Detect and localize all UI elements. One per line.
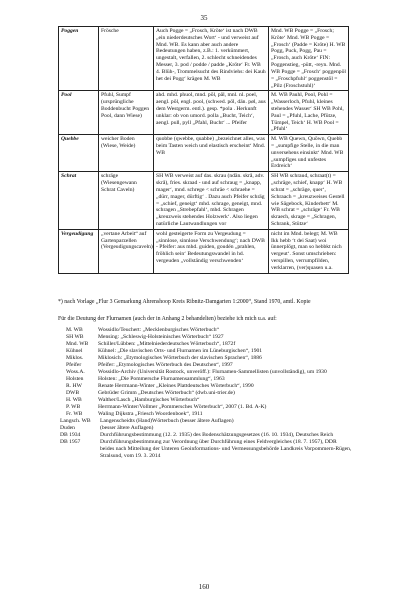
source-text: Holsten: „Die Pommersche Flurnamensammlung“, 1963 (98, 375, 225, 382)
source-key: M. WB (66, 327, 83, 333)
notes-cell: SH WB schraud, schraat(t) = „schräge, schief, knapp‘ H. WB schrat = „schräge, quer‘, Schraach = „kreuzweises Gestell wie Sägebock, Kinderbett‘ M. WB schrat = „schräge‘ Fr. WB skraech, skrage = „Schragen, Schrank, Stütze‘ (269, 172, 349, 230)
source-key: H. WB (66, 396, 82, 403)
source-item (60, 327, 352, 334)
source-item (60, 425, 352, 432)
source-text: Wossidlo-Archiv (Universität Rostock, unveröff.): Flurnamen-Sammellisten (unvollständig), um 1930 (98, 368, 327, 375)
table-row (59, 135, 349, 172)
source-key: DWB (66, 389, 80, 396)
table-row (59, 27, 349, 91)
source-item (60, 362, 352, 369)
table-row (59, 172, 349, 230)
meaning-cell: schräge (Wiesengewann Schrat Caveln) (99, 172, 154, 230)
meaning-cell: weicher Boden (Wiese, Weide) (99, 135, 154, 172)
notes-cell: nicht im Mnd. belegt; M. WB Ikk hebb ‘t dei Saat) woi ünnerplögt, man so hebbkt nich vergeut‘. Sonst umschrieben: verspillen, verrumpfilden, verklarren, (ver)quasen u.a. (269, 229, 349, 273)
entry-cell: wohl gesteigerte Form zu Vergeudung = „sinnlose, sinnlose Verschwendung‘; nach DWB - Pfeifer: aus mhd. guiden, goudén „prahlen, fröhlich sein‘ Bedeutungswandel in hd. vergeuden „vollständig verschwenden‘ (154, 229, 269, 273)
source-text: Waling Dijkstra „Friesch Woordenboek“, 1911 (98, 410, 203, 417)
sources-list (60, 327, 352, 460)
source-key: DB 1934 (60, 431, 81, 438)
term-cell: Quebbe (59, 135, 99, 172)
page-number-bottom: 160 (198, 583, 210, 591)
source-key: Woss.A. (66, 368, 85, 375)
entry-cell: SH WB verweist auf das. skrau (ndän. skrå, adv. skrå), fries. skraad - und auf schraug = „knapp, mager‘, mnd. schrege < schräe < schraehe = „dürr, mager, dürftig‘ . Dazu auch Pfeifer schräg = „schief, geneigt‘ mhd. schrage, geneigt, mnd. schragen „Strebepfahl‘, mhd. Schragen „kreuzweis stehendes Holzwerk‘. Also liegen natürliche Lautwandlungen vor (154, 172, 269, 230)
source-text: Gebrüder Grimm „Deutsches Wörterbuch“ (dwb.uni-trier.de) (98, 389, 235, 396)
source-text: Durchführungsbestimmung zur Verordnung über Durchführung eines Feldvergleiches (18. 7. 1957), DDR beides nach Mitteilung der Unteren Geoinformations- und Vermessungsbehörde Landkreis Vorpommern-Rügen, Stralsund, vom 19. 3. 2014 (100, 438, 352, 459)
entry-cell: quobbe (qwebbe, quabbe) „bezeichnet alles, was beim Tasten weich und elastisch erscheint‘ Mnd. WB (154, 135, 269, 172)
source-item (60, 376, 352, 383)
source-text: Durchführungsbestimmung (12. 2. 1935) des Bodenschätzungsgesetzes (16. 10. 1934), Deutsches Reich (100, 431, 334, 438)
source-key: P. WB (66, 403, 81, 410)
notes-cell: Mnd. WB Pogge = „Frosch; Kröte‘ Mnd. WB Pogge = „Frosch‘ (Padde = Kröte) H. WB Pogg, Puck, Pogg, Pau = „Frosch, auch Kröte‘ FIN: Poggenstieg, -pütt, -reyn. Mnd. WB Pogge = „Frosch‘ poggenpōl = „Froschpfuhl‘ poggenstōl = „Pilz (Froschstuhl)‘ (269, 27, 349, 91)
source-key: Mnd. WB (66, 340, 89, 347)
source-item (60, 390, 352, 397)
footnote: *) nach Vorlage „Flur 3 Gemarkung Ahrenshoop Kreis Ribnitz-Damgarten 1:2000“, Stand 1970, amtl. Kopie (58, 299, 311, 305)
notes-cell: M. WB Pauhl, Pool, Pohl = „Wasserloch, Pfuhl, kleines stehendes Wasser‘ SH WB Pohl, Paul = „Pfuhl, Lache, Pfütze, Tümpel, Teich‘ H. WB Pool = „Pfuhl‘ (269, 91, 349, 135)
source-text: Schiller/Lübben: „Mittelniederdeutsches Wörterbuch“, 1872f (98, 340, 236, 347)
source-key: Miklos. (66, 354, 84, 361)
notes-cell: M. WB Quewn, Quōwn, Quebb = „sumpfige Stelle, in die man unversehens einsinkt‘ Mnd. WB „sumpfiges und unfestes Erdreich‘ (269, 135, 349, 172)
page-number-top: 35 (200, 14, 208, 22)
meaning-cell: Frösche (99, 27, 154, 91)
source-text: Renate Herrmann-Winter „Kleines Plattdeutsches Wörterbuch“, 1990 (98, 382, 254, 389)
meaning-cell: Pfuhl, Sumpf (ursprüngliche Boddenbucht Poggen Pool, dann Wiese) (99, 91, 154, 135)
source-text: Walther/Lasch „Hamburgisches Wörterbuch“ (98, 396, 200, 403)
source-item (60, 334, 352, 341)
source-key: Pfeifer (66, 361, 82, 368)
source-item (60, 432, 352, 439)
flurnamen-table (58, 26, 349, 274)
source-text: Kühnel: „Die slavischen Orts- und Flurnamen im Lüneburgischen“, 1901 (98, 347, 263, 354)
source-item (60, 411, 352, 418)
source-item (60, 341, 352, 348)
source-text: Wossidlo/Teuchert: „Mecklenburgisches Wörterbuch“ (98, 327, 220, 333)
source-key: SH WB (66, 333, 84, 340)
term-cell: Schrat (59, 172, 99, 230)
table-row (59, 229, 349, 273)
source-key: Fr. WB (66, 410, 83, 417)
source-key: Duden (60, 424, 75, 431)
meaning-cell: „vertane Arbeit“ auf Gartenparzellen (Vergeudigungscaveln) (99, 229, 154, 273)
source-key: Kühnel (66, 347, 83, 354)
sources-intro: Für die Deutung der Flurnamen (auch der in Anhang 2 behandelten) beziehe ich mich u.a. auf: (58, 316, 277, 322)
source-text: Herrmann-Winter/Vollmer „Pommersches Wörterbuch“, 2007 (1. Bd. A-K) (98, 403, 267, 410)
source-text: (besser ältere Auflagen) (100, 424, 154, 431)
entry-cell: Auch Pogge = „Frosch, Kröte‘ ist nach DWB „ein niederdeutsches Wort‘ - und verweist auf Mnd. WB. Es kann aber auch andere Bedeutungen haben, z.B.: 1. verkümmert, ungestalt, verfallen, 2. schlecht schneidendes Messer, 3. pod / podde / padde „Kröte‘ Fr. WB 4. Blüh-, Trommelsucht des Rindviehs: dei Kauh het dei Pogg‘ krägen M. WB (154, 27, 269, 91)
source-item (60, 397, 352, 404)
source-item (60, 348, 352, 355)
source-item (60, 369, 352, 376)
source-text: Langenscheidts (Hand)Wörterbuch (besser ältere Auflagen) (100, 417, 234, 424)
source-item (60, 355, 352, 362)
term-cell: Vergeudigung (59, 229, 99, 273)
source-item (60, 418, 352, 425)
source-item (60, 439, 352, 460)
term-cell: Poggen (59, 27, 99, 91)
source-text: Mensing: „Schleswig-Holsteinisches Wörterbuch“ 1927 (98, 333, 224, 340)
source-key: R. HW (66, 382, 82, 389)
table-row (59, 91, 349, 135)
source-text: Miklosich: „Etymologisches Wörterbuch der slavischen Sprachen“, 1886 (98, 354, 262, 361)
source-key: Holsten (66, 375, 84, 382)
source-text: Pfeifer: „Etymologisches Wörterbuch des Deutschen“, 1997 (98, 361, 233, 368)
source-key: DB 1957 (60, 438, 81, 445)
entry-cell: ahd. mhd. phuol, mnd. pōl, pâl, mnl. nl. poel, aengl. pôl, engl. pool, (schwed. pöl, dän. pøl, aus dem Westgerm. entl.). gesp. *pola . Herkunft unklar: ob von umord. polla „Bucht, Teich‘, aengl. pull, pyll „Pfahl, Bucht‘ ... Pfeifer (154, 91, 269, 135)
source-item (60, 404, 352, 411)
source-item (60, 383, 352, 390)
source-key: Langsch. WB (60, 417, 91, 424)
term-cell: Pool (59, 91, 99, 135)
